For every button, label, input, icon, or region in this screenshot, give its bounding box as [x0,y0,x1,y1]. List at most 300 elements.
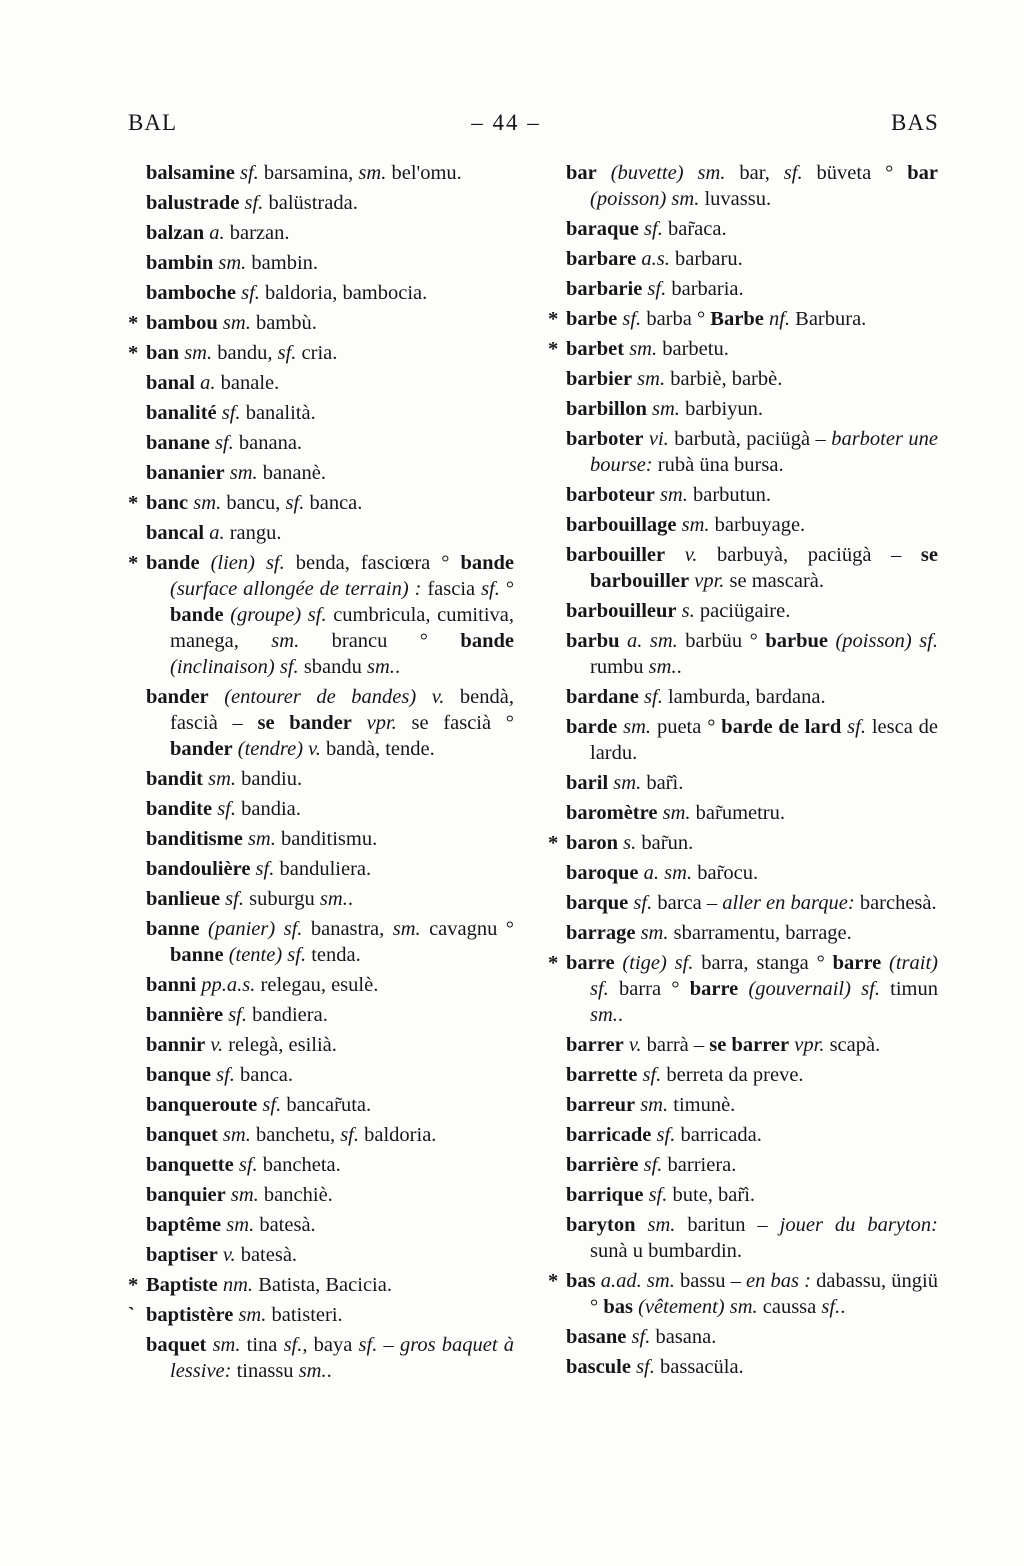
entry-translation: sunà u bumbardin. [590,1240,743,1262]
entry-headword: barricade [566,1124,652,1146]
entry-translation: banchetu, [250,1124,341,1146]
entry-headword: balzan [146,222,205,244]
dictionary-entry [566,1062,938,1088]
entry-grammar-label: sf. [783,162,803,184]
entry-headword: barbet [566,338,625,360]
entry-translation: barricada. [675,1124,762,1146]
entry-grammar-label: sf. [255,858,275,880]
dictionary-entry [566,860,938,886]
entry-headword: barrage [566,922,636,944]
dictionary-entry [146,460,514,486]
entry-grammar-label: sf. [644,686,663,708]
entry-grammar-label: sm. [648,656,677,678]
dictionary-entry [548,830,938,856]
entry-headword: barrière [566,1154,639,1176]
entry-headword: baron [566,832,619,854]
entry-translation: banca. [234,1064,293,1086]
entry-translation: büveta ° [802,162,908,184]
entry-grammar-label: sf. [642,1064,662,1086]
dictionary-entry [146,370,514,396]
entry-grammar-label: sm. [247,828,276,850]
dictionary-entry [566,1092,938,1118]
dictionary-entry [146,1002,514,1028]
dictionary-entry [146,1212,514,1238]
dictionary-entry [128,490,514,516]
entry-translation: timunè. [668,1094,736,1116]
entry-headword: baquet [146,1334,207,1356]
entry-translation: banana. [233,432,303,454]
entry-translation: baritun – [675,1214,780,1236]
entry-headword: barreur [566,1094,636,1116]
dictionary-entry [146,400,514,426]
entry-translation: bar̃ocu. [692,862,759,884]
entry-translation: banastra, [302,918,393,940]
dictionary-entry [566,426,938,478]
entry-translation: timun [879,978,938,1000]
entry-grammar-label: nf. [768,308,791,330]
entry-grammar-label: a.s. [641,248,670,270]
entry-grammar-label: sf. [647,278,667,300]
entry-grammar-label: sm. [226,1214,255,1236]
entry-grammar-label: (buvette) sm. [610,162,726,184]
entry-translation: se mascarà. [724,570,825,592]
entry-marker: * [548,832,559,854]
entry-grammar-label: sf. [221,402,241,424]
entry-headword: barre [832,952,882,974]
entry-headword: baryton [566,1214,636,1236]
entry-translation: batisteri. [266,1304,343,1326]
entry-translation: suburgu [243,888,320,910]
entry-headword: barbarie [566,278,643,300]
entry-grammar-label: sf. [622,308,642,330]
entry-translation: barbiè, barbè. [665,368,783,390]
entry-grammar-label: (groupe) sf. [230,604,327,626]
entry-translation: caussa [757,1296,822,1318]
dictionary-entry [566,598,938,624]
entry-translation: barra ° [608,978,690,1000]
entry-translation [200,552,211,574]
dictionary-entry [146,1092,514,1118]
entry-headword: banqueroute [146,1094,258,1116]
entry-grammar-label: sm. [590,1004,618,1026]
entry-grammar-label: a. [209,222,225,244]
entry-headword: baroque [566,862,639,884]
entry-grammar-label: (surface allongée de terrain) : [170,578,422,600]
entry-translation: paciügaire. [694,600,791,622]
dictionary-entry [128,1302,514,1328]
entry-translation: berreta da preve. [661,1064,804,1086]
entry-headword: banane [146,432,210,454]
entry-headword: banc [146,492,189,514]
entry-grammar-label: (panier) sf. [208,918,303,940]
entry-translation [881,952,889,974]
entry-translation: bar̃aca. [662,218,727,240]
entry-marker: * [128,552,139,574]
entry-headword: barbillon [566,398,647,420]
entry-translation: cria. [296,342,338,364]
entry-grammar-label: (gouvernail) sf. [748,978,880,1000]
dictionary-entry [146,1122,514,1148]
entry-headword: bambin [146,252,214,274]
entry-translation: brancu ° [299,630,461,652]
entry-translation: banalità. [240,402,316,424]
dictionary-entry [566,276,938,302]
entry-translation: . [676,656,682,678]
entry-headword: baptistère [146,1304,234,1326]
entry-headword: banque [146,1064,211,1086]
entry-headword: banquette [146,1154,234,1176]
entry-translation: bancu, [221,492,286,514]
dictionary-entry [566,890,938,916]
entry-headword: bander [146,686,209,708]
dictionary-entry [146,856,514,882]
dictionary-entry [146,190,514,216]
entry-grammar-label: sf. [340,1124,360,1146]
entry-translation [200,918,208,940]
entry-marker: ˋ [128,1304,135,1326]
dictionary-entry [566,160,938,212]
dictionary-entry [548,306,938,332]
entry-headword: barre [689,978,739,1000]
entry-translation: . [840,1296,846,1318]
entry-grammar-label: sm. [613,772,642,794]
entry-grammar-label: sf. [656,1124,676,1146]
entry-grammar-label: (entourer de bandes) v. [224,686,445,708]
entry-headword: banne [170,944,224,966]
entry-grammar-label: sm. [218,252,247,274]
entry-translation: pueta ° [651,716,722,738]
entry-translation: barzan. [224,222,290,244]
entry-translation: bandu, [212,342,278,364]
entry-grammar-label: sm. [367,656,395,678]
entry-translation: fascia [421,578,482,600]
entry-translation: cavagnu ° [420,918,515,940]
entry-grammar-label: sf. [238,1154,258,1176]
dictionary-entry [146,916,514,968]
dictionary-entry [146,1182,514,1208]
entry-grammar-label: v. [222,1244,236,1266]
entry-grammar-label: v. [684,544,698,566]
entry-grammar-label: sf. [214,432,234,454]
entry-grammar-label: sf. [262,1094,282,1116]
dictionary-entry [146,1332,514,1384]
dictionary-entry [566,482,938,508]
entry-translation: lesca de lardu. [590,716,939,764]
entry-grammar-label: vi. [648,428,669,450]
entry-grammar-label: sm. [184,342,213,364]
entry-grammar-label: sm. [647,1214,676,1236]
entry-translation: cumbricula, cumitiva, manega, [170,604,514,652]
entry-grammar-label: vpr. [366,712,397,734]
entry-grammar-label: sm. [659,484,688,506]
entry-marker: * [128,312,139,334]
entry-translation: balüstrada. [263,192,358,214]
entry-translation: . [347,888,353,910]
entry-grammar-label: vpr. [794,1034,825,1056]
entry-grammar-label: pp.a.s. [201,974,256,996]
entry-grammar-label: (tente) sf. [228,944,307,966]
entry-translation: . [326,1360,332,1382]
entry-translation: bute, bar̃ì. [667,1184,756,1206]
entry-translation: batesà. [235,1244,298,1266]
entry-headword: banalité [146,402,217,424]
running-head-right-word: BAS [891,110,939,135]
entry-headword: barboter [566,428,644,450]
entry-grammar-label: sf. [217,798,237,820]
dictionary-entry [146,220,514,246]
entry-headword: banlieue [146,888,221,910]
dictionary-entry [566,1032,938,1058]
entry-grammar-label: sf. [636,1356,655,1378]
entry-grammar-label: s. [681,600,695,622]
dictionary-entry [548,336,938,362]
dictionary-entry [128,1272,514,1298]
dictionary-entry [566,216,938,242]
dictionary-entry [146,796,514,822]
entry-translation: sbarramentu, barrage. [668,922,852,944]
entry-translation: dabassu, üngiü ° [590,1270,938,1318]
dictionary-entry [146,1152,514,1178]
entry-translation: bancheta. [257,1154,341,1176]
entry-translation: barchesà. [854,892,937,914]
entry-translation: bandia. [236,798,301,820]
entry-grammar-label: vpr. [694,570,725,592]
entry-headword: barbu [566,630,620,652]
dictionary-entry [566,542,938,594]
entry-grammar-label: sm. [222,1124,251,1146]
entry-grammar-label: sm. [629,338,658,360]
entry-grammar-label: (trait) sf. [590,952,938,1000]
entry-headword: bandit [146,768,203,790]
entry-translation [352,712,367,734]
entry-headword: bamboche [146,282,236,304]
dictionary-entry [566,1324,938,1350]
entry-headword: barbe [566,308,618,330]
entry-translation: bancar̃uta. [281,1094,372,1116]
entry-translation: bandà, tende. [320,738,435,760]
entry-grammar-label: sm. [662,802,691,824]
dictionary-entry [566,1152,938,1178]
entry-translation: banchiè. [258,1184,333,1206]
entry-grammar-label: sf. [481,578,500,600]
entry-grammar-label: sm. [230,1184,259,1206]
entry-grammar-label: sf. [244,192,264,214]
entry-translation: tenda. [306,944,361,966]
entry-headword: ban [146,342,180,364]
entry-translation: benda, fasciœra ° [284,552,461,574]
entry-grammar-label: barboter une bourse: [590,428,938,476]
entry-headword: barrer [566,1034,624,1056]
entry-translation: barra, stanga ° [693,952,833,974]
entry-headword: bas [603,1296,633,1318]
entry-headword: barbier [566,368,633,390]
entry-translation: barsamina, [258,162,359,184]
entry-headword: Barbe [710,308,764,330]
entry-translation: luvassu. [699,188,772,210]
entry-grammar-label: sf. [216,1064,235,1086]
entry-translation: ° [499,578,515,600]
dictionary-entry [548,1268,938,1320]
entry-translation: bambin. [246,252,319,274]
entry-translation: relegà, esilià. [223,1034,337,1056]
entry-translation: – [377,1334,400,1356]
entry-translation: baldoria, bambocia. [259,282,428,304]
entry-grammar-label: sm. [623,716,652,738]
dictionary-entry [566,396,938,422]
entry-grammar-label: sm. [298,1360,327,1382]
dictionary-entry [146,1062,514,1088]
entry-headword: bande [146,552,200,574]
entry-translation: barbuyage. [709,514,806,536]
dictionary-entry [128,550,515,680]
entry-translation [635,1214,647,1236]
entry-headword: bas [566,1270,596,1292]
entry-headword: basane [566,1326,627,1348]
entry-translation: Barbura. [790,308,867,330]
entry-grammar-label: sf. [241,282,260,304]
entry-grammar-label: v. [210,1034,224,1056]
dictionary-entry [146,886,514,912]
entry-headword: bar [566,162,597,184]
entry-grammar-label: sm. [637,368,666,390]
entry-translation: rubà üna bursa. [652,454,784,476]
entry-translation: barrà – [641,1034,710,1056]
entry-headword: bar [907,162,939,184]
entry-headword: bannière [146,1004,224,1026]
dictionary-entry [566,1354,938,1380]
entry-headword: bascule [566,1356,631,1378]
dictionary-entry [566,800,938,826]
entry-grammar-label: sm. [208,768,237,790]
entry-translation: barbaru. [669,248,743,270]
entry-translation [738,978,748,1000]
entry-translation: bar, [725,162,784,184]
entry-grammar-label: (poisson) sm. [590,188,700,210]
entry-translation: barbutà, paciügà – [668,428,832,450]
entry-headword: bandoulière [146,858,251,880]
entry-translation: banditismu. [275,828,378,850]
entry-headword: baril [566,772,609,794]
entry-translation: batesà. [254,1214,316,1236]
entry-headword: baptiser [146,1244,218,1266]
dictionary-entry [146,160,514,186]
entry-grammar-label: a.ad. sm. [600,1270,675,1292]
entry-headword: barre [566,952,615,974]
entry-grammar-label: sm. [652,398,680,420]
dictionary-entry [146,826,514,852]
entry-headword: baptême [146,1214,222,1236]
entry-translation: se fascià ° [396,712,515,734]
entry-grammar-label: sf. [285,492,305,514]
dictionary-entry [566,714,938,766]
entry-headword: bande [460,630,514,652]
dictionary-entry [128,340,514,366]
entry-headword: banni [146,974,197,996]
entry-grammar-label: sf. [239,162,259,184]
entry-translation: bassu – [674,1270,747,1292]
dictionary-entry [146,766,514,792]
entry-translation: banale. [215,372,280,394]
dictionary-entry [566,512,938,538]
entry-grammar-label: sm. [681,514,710,536]
entry-headword: barbouillage [566,514,677,536]
entry-grammar-label: gros baquet à lessive: [170,1334,515,1382]
entry-grammar-label: (tendre) v. [237,738,321,760]
page-number: – 44 – [471,110,541,135]
dictionary-entry [566,1182,938,1208]
entry-grammar-label: (vêtement) sm. [638,1296,758,1318]
entry-translation: bar̃umetru. [690,802,786,824]
column-left [128,160,515,1388]
entry-grammar-label: sf. [283,1334,303,1356]
entry-headword: barrette [566,1064,638,1086]
entry-grammar-label: sm. [319,888,348,910]
entry-headword: barbouilleur [566,600,677,622]
entry-grammar-label: a. sm. [643,862,693,884]
entry-headword: bande [170,604,224,626]
dictionary-entry [566,920,938,946]
entry-headword: banal [146,372,195,394]
entry-grammar-label: sf. [847,716,866,738]
entry-translation: bar̃ì. [641,772,684,794]
entry-translation: barca – [652,892,723,914]
entry-grammar-label: a. sm. [627,630,678,652]
dictionary-entry [146,1242,514,1268]
entry-translation: lamburda, bardana. [662,686,826,708]
entry-grammar-label: aller en barque: [722,892,855,914]
column-right [548,160,939,1384]
entry-headword: barque [566,892,629,914]
entry-headword: banquier [146,1184,226,1206]
entry-grammar-label: sf. [648,1184,668,1206]
entry-headword: baraque [566,218,639,240]
entry-grammar-label: sf. [633,892,653,914]
entry-translation: relegau, esulè. [255,974,379,996]
entry-translation: barbetu. [657,338,729,360]
entry-headword: bannir [146,1034,206,1056]
dictionary-entry [566,246,938,272]
entry-grammar-label: nm. [222,1274,254,1296]
entry-headword: banditisme [146,828,243,850]
entry-headword: barboteur [566,484,655,506]
entry-translation: barbuyà, paciügà – [697,544,921,566]
entry-headword: bambou [146,312,218,334]
entry-translation: . [394,656,401,678]
dictionary-entry [548,950,938,1028]
dictionary-entry [566,366,938,392]
dictionary-entry [566,628,938,680]
entry-grammar-label: sf. [821,1296,841,1318]
entry-headword: Baptiste [146,1274,218,1296]
entry-marker: * [128,492,139,514]
entry-grammar-label: (inclinaison) sf. [170,656,299,678]
entry-translation: bassacüla. [654,1356,744,1378]
entry-translation: bambù. [250,312,317,334]
entry-grammar-label: a. [209,522,225,544]
entry-translation: barba ° [641,308,711,330]
entry-headword: balsamine [146,162,235,184]
entry-translation: tina [240,1334,284,1356]
entry-translation: banca. [304,492,363,514]
entry-marker: * [548,952,559,974]
entry-headword: bardane [566,686,639,708]
entry-translation [665,544,685,566]
entry-grammar-label: (poisson) sf. [835,630,939,652]
entry-grammar-label: sf. [358,1334,378,1356]
entry-grammar-label: sm. [238,1304,267,1326]
entry-headword: barbouiller [566,544,666,566]
entry-headword: baromètre [566,802,658,824]
